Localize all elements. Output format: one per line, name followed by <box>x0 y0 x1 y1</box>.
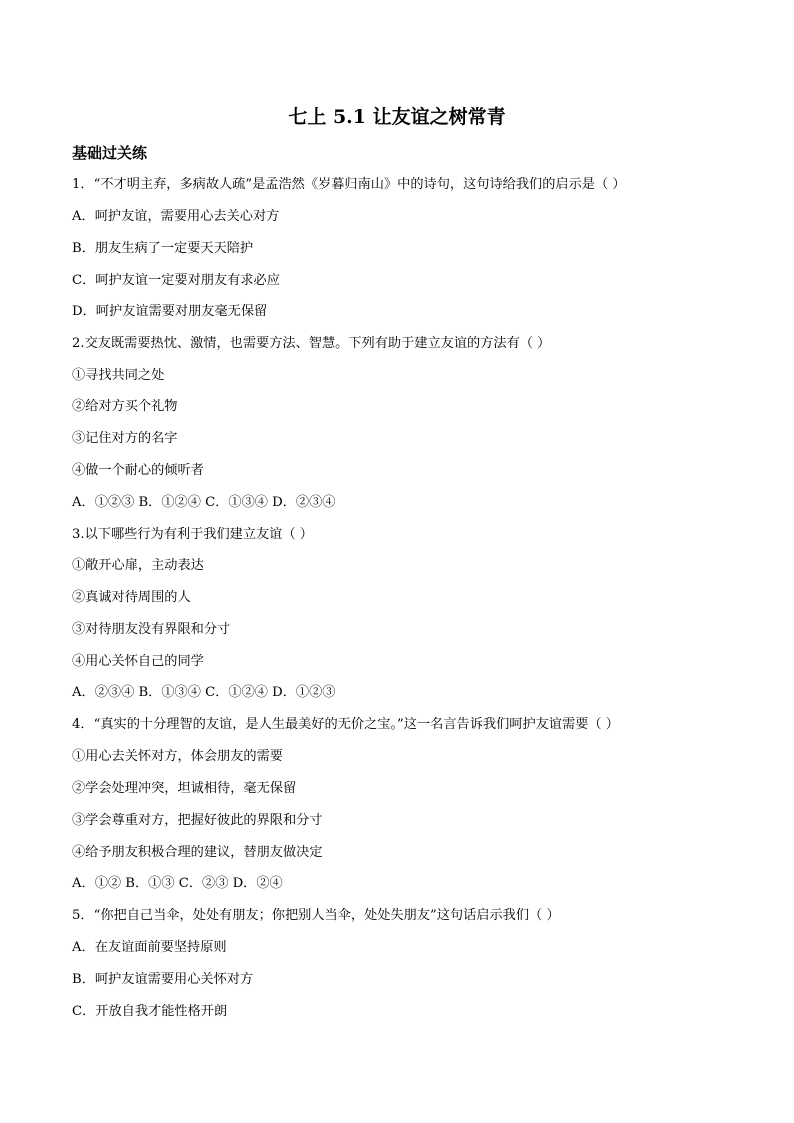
question-3-item-1: ①敞开心扉，主动表达 <box>72 558 204 573</box>
question-4-item-3: ③学会尊重对方，把握好彼此的界限和分寸 <box>72 813 323 828</box>
question-3-options: A．②③④ B．①③④ C．①②④ D．①②③ <box>72 685 336 700</box>
question-3-item-3: ③对待朋友没有界限和分寸 <box>72 622 231 637</box>
question-4-item-1: ①用心去关怀对方，体会朋友的需要 <box>72 749 283 764</box>
question-2-item-3: ③记住对方的名字 <box>72 431 178 446</box>
question-4-item-4: ④给予朋友积极合理的建议，替朋友做决定 <box>72 845 323 860</box>
page-title: 七上 5.1 让友谊之树常青 <box>288 106 506 128</box>
question-5-option-c: C．开放自我才能性格开朗 <box>72 1004 228 1019</box>
question-3-item-4: ④用心关怀自己的同学 <box>72 654 204 669</box>
question-2-stem: 2.交友既需要热忱、激情，也需要方法、智慧。下列有助于建立友谊的方法有（ ） <box>72 336 551 351</box>
question-1-option-d: D．呵护友谊需要对朋友毫无保留 <box>72 304 268 319</box>
question-2-item-1: ①寻找共同之处 <box>72 368 165 383</box>
question-2-item-2: ②给对方买个礼物 <box>72 399 178 414</box>
question-4-stem: 4．“真实的十分理智的友谊，是人生最美好的无价之宝。”这一名言告诉我们呵护友谊需要（ ） <box>72 717 619 732</box>
question-3-stem: 3.以下哪些行为有利于我们建立友谊（ ） <box>72 527 313 542</box>
question-5-option-b: B．呵护友谊需要用心关怀对方 <box>72 972 254 987</box>
question-5-option-a: A．在友谊面前要坚持原则 <box>72 940 227 955</box>
question-1-stem: 1．“不才明主弃，多病故人疏”是孟浩然《岁暮归南山》中的诗句，这句诗给我们的启示是（ ） <box>72 177 626 192</box>
question-2-item-4: ④做一个耐心的倾听者 <box>72 463 204 478</box>
question-4-options: A．①② B．①③ C．②③ D．②④ <box>72 876 283 891</box>
question-5-stem: 5．“你把自己当伞，处处有朋友；你把别人当伞，处处失朋友”这句话启示我们（ ） <box>72 908 560 923</box>
question-1-option-b: B．朋友生病了一定要天天陪护 <box>72 241 254 256</box>
question-3-item-2: ②真诚对待周围的人 <box>72 590 191 605</box>
question-1-option-a: A．呵护友谊，需要用心去关心对方 <box>72 209 280 224</box>
section-heading: 基础过关练 <box>72 144 148 162</box>
question-4-item-2: ②学会处理冲突，坦诚相待，毫无保留 <box>72 781 297 796</box>
question-1-option-c: C．呵护友谊一定要对朋友有求必应 <box>72 273 280 288</box>
question-2-options: A．①②③ B．①②④ C．①③④ D．②③④ <box>72 495 336 510</box>
